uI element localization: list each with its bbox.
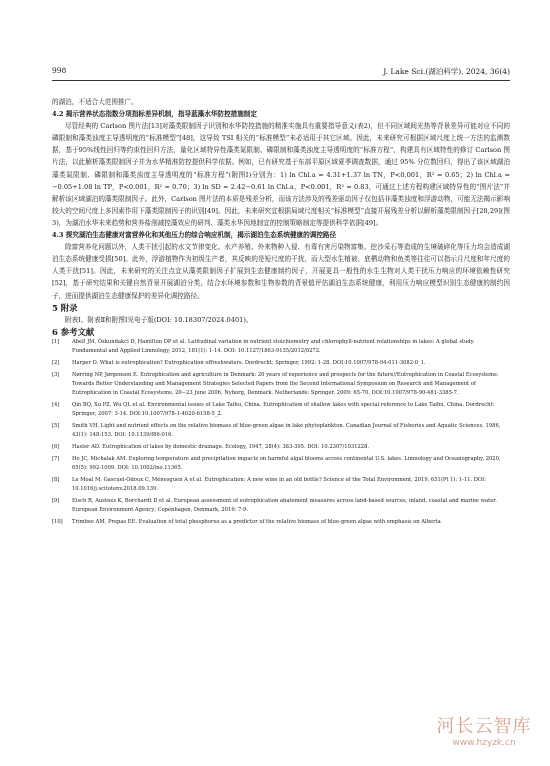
reference-item (52, 401, 510, 419)
article-body (52, 96, 510, 530)
reference-text: Trimbee AM, Prepas EE. Evaluation of total phosphorus as a predictor of the relative biomass of blue-green algae with emphasis on Alberta (72, 518, 441, 525)
reference-item (52, 476, 510, 494)
reference-number: [2] (52, 359, 60, 366)
reference-number: [7] (52, 455, 60, 462)
reference-item (52, 359, 510, 368)
running-header (52, 66, 510, 76)
reference-number: [8] (52, 476, 60, 483)
reference-number: [10] (52, 518, 63, 525)
watermark-url: www.hzyzk.cn (452, 738, 516, 748)
reference-item (52, 497, 510, 515)
reference-number: [1] (52, 338, 60, 345)
section-6-title: 6 参考文献 (52, 326, 95, 337)
section-4-3-title: 4.3 探究湖泊生态健康对富营养化和其他压力的综合响应机制，揭示湖泊生态系统健康的调控路径 (52, 231, 337, 240)
reference-item (52, 518, 510, 527)
reference-text: Nørring NP, Jørgensen E. Eutrophication and agriculture in Denmark: 20 years of experience and prospects for the future//Eutrophication in Coastal Ecosystems: Towards Better Understanding and Management Strategies Selected Papers from the Second International Symposium on Research and Management of Eutrophication in Coastal Ecosystems, 20−23 June 2006, Nyborg, Denmark. Netherlands: Springer, 2009: 65-70. DOI:10.1007/978-90-481-3385-7. (72, 371, 499, 396)
reference-number: [6] (52, 443, 60, 450)
reference-number: [3] (52, 371, 60, 378)
reference-item (52, 443, 510, 452)
reference-list (52, 338, 510, 527)
page-number: 998 (52, 66, 67, 75)
section-4-2-title: 4.2 揭示营养状态指数分项指标差异机制，指导蓝藻水华防控措施制定 (52, 110, 257, 119)
reference-text: Smith VH. Light and nutrient effects on the relative biomass of blue-green algae in lake phytoplankton. Canadian Journal of Fisheries and Aquatic Sciences, 1986, 43(1): 148-153. DOI: 10.1139/f86-016. (72, 422, 501, 438)
journal-title: J. Lake Sci.(湖泊科学), 2024, 36(4) (383, 67, 510, 76)
reference-text: Hasler AD. Eutrophication of lakes by domestic drainage. Ecology, 1947, 28(4): 383-395. DOI: 10.2307/1931228. (72, 443, 370, 450)
reference-text: Eisch R, Austnes K, Borchardt D et al. European assessment of eutrophication abatement measures across land-based sources, inland, coastal and marine water. European Environment Agency; Copenhagen, Denmark, 2016: 7-9. (72, 497, 497, 513)
section-4-3-paragraph: 除富营养化问题以外，人类干扰引起的水文节律变化、水产养殖、外来物种入侵、有毒有害污染物富集、挖沙采石等造成的生境破碎化等压力均会造成湖泊生态系统健康受损[50]。此外，浮游植物作为初级生产者，其反映的是短尺度的干扰，而大型水生植被、底栖动物和鱼类等往往可以指示月尺度和年尺度的人类干扰[51]。因此，未来研究的关注点宜从藻类限制因子扩展到生态健康制约因子，开展更具一般性的水生生物对人类干扰压力响应的环境依赖性研究[52]，基于研究结果和关键自然背景开展湖泊分类，结合水环境参数和生物参数的背景值评估湖泊生态系统健康，利用压力响应模型识别生态健康的制约因子，进而提供湖泊生态健康保护的差异化调控路径。 (52, 243, 510, 300)
intro-line: 的湖泊，不适合大范围推广。 (52, 98, 138, 106)
reference-item (52, 371, 510, 398)
reference-item (52, 338, 510, 356)
reference-number: [9] (52, 497, 60, 504)
watermark-logo (424, 716, 544, 749)
section-5-paragraph: 附表Ⅰ、附表Ⅱ和附图Ⅰ见电子版(DOI: 10.18307/2024.0401)。 (65, 315, 253, 324)
reference-number: [4] (52, 401, 60, 408)
section-4-2-paragraph: 尽管经典的 Carlson 图片法[13]对藻类限制因子识别和水华防控措施的精准实施具有重要指导意义(表2)，但不同区域间光热等背景差异可能对应不同的磷限制和藻类浊度主导透明度的“标准模型”[48]，这导致 TSI 相关的“标准模型”未必适用于其它区域。因此，未来研究可根据区域尺度上统一方法的监测数据，基于95%线性回归等约束性回归方法，量化区域特异性藻类氮限制、磷限制和藻类浊度主导透明度的“标准方程”，构建具有区域特性的修订 Carlson 图片法，以此解析藻类限制因子并为水华精准防控提供科学依据。例如，已有研究基于东部平原区域夏季调查数据，通过 95% 分位数回归，得出了该区域湖泊藻类氮限制、磷限制和藻类浊度主导透明度的“标准方程”(附图Ⅰ)分别为：1) ln Chl.a = 4.31+1.37 ln TN，P<0.001，R² = 0.65；2) ln Chl.a = −0.05+1.08 ln TP，P<0.001，R² = 0.70；3) ln SD = 2.42−0.61 ln Chl.a，P<0.001，R² = 0.83，可通过上述方程构建区域特异性的“图片法”并解析该区域湖泊的藻类限制因子。此外，Carlson 图片法的本质是残差分析，而该方法涉及的残差驱动因子仅包括非藻类浊度和浮游动物，可能无法揭示影响较大的空间尺度上多因素作用下藻类限制因子的识别[49]。因此，未来研究宜根据局域尺度相关“标准模型”直接开展残差分析以解析藻类限制因子[28,29](图3)，为湖泊水华未来趋势和营养盐削减控藻效应的研判、藻类水华因地制宜的控制策略制定等提供科学依据[49]。 (52, 122, 510, 227)
reference-text: Qin BQ, Xu PZ, Wu QL et al. Environmental issues of Lake Taihu, China. Eutrophication of shallow lakes with special reference to Lake Taihu, China. Dordrecht: Springer, 2007: 3-14. DOI:10.1007/978-1-4020-6158-5_2. (72, 401, 495, 417)
reference-item (52, 455, 510, 473)
reference-text: Le Moal M, Gascuel-Odoux C, Ménesguen A et al. Eutrophication: A new wine in an old bottle? Science of the Total Environment, 2019, 651(Pt 1): 1-11. DOI: 10.1016/j.scitotenv.2018.09.139. (72, 476, 486, 492)
reference-item (52, 422, 510, 440)
section-5-title: 5 附录 (52, 302, 78, 313)
reference-text: Abell JM, Özkundakci D, Hamilton DP et al. Latitudinal variation in nutrient stoichiometry and chlorophyll-nutrient relationships in lakes: A global study. Fundamental and Applied Limnology, 2012, 181(1): 1-14. DOI: 10.1127/1863-9135/2012/0272. (72, 338, 475, 354)
reference-number: [5] (52, 422, 60, 429)
reference-text: Harper D. What is eutrophication? Eutrophication offreshwaters. Dordrecht: Springer, 1992: 1-28. DOI:10.1007/978-94-011-3082-0_1. (72, 359, 426, 366)
reference-text: Ho JC, Michalak AM. Exploring temperature and precipitation impacts on harmful algal blooms across continental U.S. lakes. Limnology and Oceanography, 2020, 65(5): 992-1009. DOI: 10.1002/lno.11365. (72, 455, 501, 471)
watermark-name: 河长云智库 (436, 716, 532, 737)
header-rule (52, 80, 510, 81)
